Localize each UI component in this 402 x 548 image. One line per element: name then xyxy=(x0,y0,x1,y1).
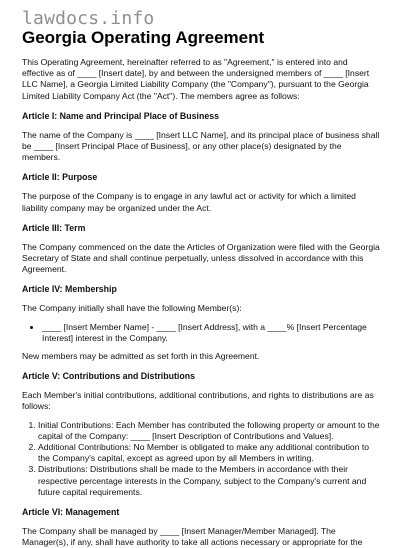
document-title: Georgia Operating Agreement xyxy=(22,28,265,47)
article-6-heading: Article VI: Management xyxy=(22,507,120,518)
article-4-heading: Article IV: Membership xyxy=(22,284,117,295)
article-3-heading: Article III: Term xyxy=(22,222,86,233)
contributions-list-item: 1. Initial Contributions: Each Member has contributed the following property or amount to the capital of the Company: ____ [Insert Description of Contributions and Values]. xyxy=(38,420,380,442)
contributions-list-item: 2. Additional Contributions: No Member is obligated to make any additional contribution to the Company's capital, except as agreed upon by all Members in writing. xyxy=(38,442,380,464)
article-1-heading: Article I: Name and Principal Place of Business xyxy=(22,110,220,121)
article-5-body: Each Member's initial contributions, additional contributions, and rights to distributions are as follows: xyxy=(22,390,374,412)
member-list-item: • ____ [Insert Member Name] - ____ [Insert Address], with a ____% [Insert Percentage Interest] interest in the Company. xyxy=(42,322,380,344)
intro-paragraph: This Operating Agreement, hereinafter referred to as "Agreement," is entered into and effective as of ____ [Insert date], by and between the undersigned members of ____ [Insert LLC Name], a Georgia Limited Liability Company (the "Company"), pursuant to the Georgia Limited Liability Company Act (the "Act"). The members agree as follows: xyxy=(22,57,370,101)
contributions-list xyxy=(22,420,380,498)
article-1-body: The name of the Company is ____ [Insert LLC Name], and its principal place of business shall be ____ [Insert Principal Place of Business], or any other place(s) designated by the members. xyxy=(22,129,380,163)
article-6-body: The Company shall be managed by ____ [Insert Manager/Member Managed]. The Manager(s), if any, shall have authority to take all actions necessary or appropriate for the xyxy=(22,526,363,548)
article-4-after: New members may be admitted as set forth in this Agreement. xyxy=(22,351,260,362)
site-watermark: lawdocs.info xyxy=(22,8,155,29)
member-list xyxy=(22,322,380,344)
article-5-heading: Article V: Contributions and Distributions xyxy=(22,371,196,382)
article-2-heading: Article II: Purpose xyxy=(22,172,98,183)
article-3-body: The Company commenced on the date the Articles of Organization were filed with the Georgia Secretary of State and shall continue perpetually, unless dissolved in accordance with this Agreement. xyxy=(22,241,380,275)
article-4-body: The Company initially shall have the following Member(s): xyxy=(22,303,242,314)
article-2-body: The purpose of the Company is to engage in any lawful act or activity for which a limited liability company may be organized under the Act. xyxy=(22,191,356,213)
contributions-list-item: 3. Distributions: Distributions shall be made to the Members in accordance with their respective percentage interests in the Company, subject to the Company's current and future capital requirements. xyxy=(38,464,380,498)
